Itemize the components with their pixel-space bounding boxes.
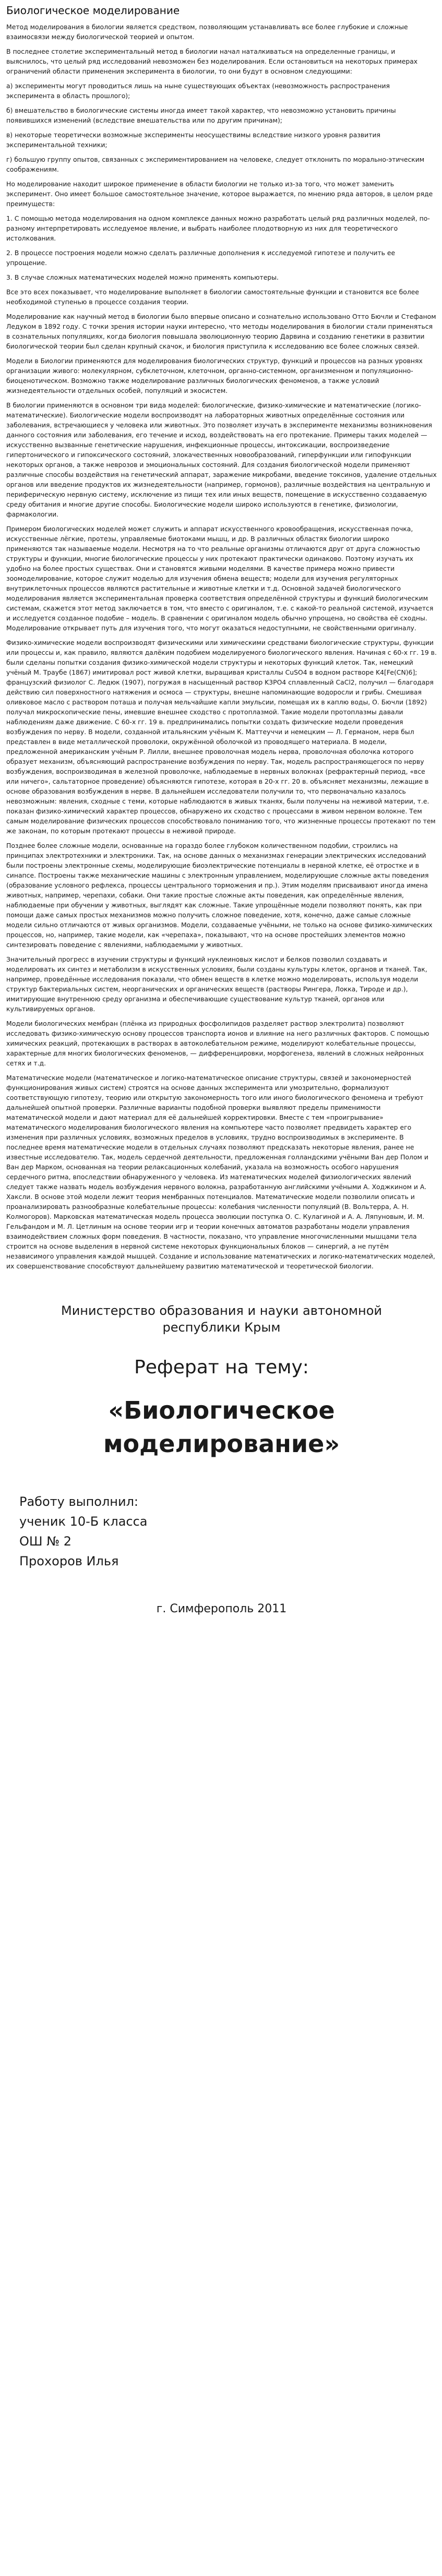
paragraph: Все это всех показывает, что моделирование выполняет в биологии самостоятельные функции и становится все более необходимой ступенью в процессе создания теории. (6, 288, 419, 306)
paragraph: Значительный прогресс в изучении структуры и функций нуклеиновых кислот и белков позволил создавать и моделировать их синтез и метаболизм в искусственных условиях, были созданы культуры клеток, органов и тканей. Так, например, проведённые исследования показали, что обмен веществ в клетке можно моделировать, используя модели структур бактериальных систем, неорганических и органических веществ (растворы Рингера, Локка, Тироде и др.), имитирующие внутреннюю среду организма и обеспечивающие существование культур тканей, органов или культивируемых органов. (6, 955, 427, 1013)
city-year: г. Симферополь 2011 (156, 1602, 287, 1615)
document-title: Биологическое моделирование (6, 4, 180, 17)
ministry-name: Министерство образования и науки автономной республики Крым (61, 1303, 382, 1335)
paragraph: б) вмешательство в биологические системы иногда имеет такой характер, что невозможно установить причины появившихся изменений (вследствие вмешательства или по другим причинам); (6, 106, 396, 124)
topic-title: «Биологическое моделирование» (103, 1396, 340, 1458)
paragraph: 2. В процессе построения модели можно сделать различные дополнения к исследуемой гипотезе и получить ее упрощение. (6, 249, 396, 267)
paragraph: В биологии применяются в основном три вида моделей: биологические, физико-химические и математические (логико-математические). Биологические модели воспроизводят на лабораторных животных определённые состояния или заболевания, встречающиеся у человека или животных. Это позволяет изучать в эксперименте механизмы возникновения данного состояния или заболевания, его течение и исход, воздействовать на его протекание. Примеры таких моделей — искусственно вызванные генетические нарушения, инфекционные процессы, интоксикации, воспроизведение гипертонического и гипоксического состояний, злокачественных новообразований, гиперфункции или гипофункции некоторых органов, а также неврозов и эмоциональных состояний. Для создания биологической модели применяют различные способы воздействия на генетический аппарат, заражение микробами, введение токсинов, удаление отдельных органов или введение продуктов их жизнедеятельности (например, гормонов), различные воздействия на центральную и периферическую нервную систему, исключение из пищи тех или иных веществ, помещение в искусственно создаваемую среду обитания и многие другие способы. Биологические модели широко используются в генетике, физиологии, фармакологии. (6, 401, 437, 518)
paragraph: Метод моделирования в биологии является средством, позволяющим устанавливать все более глубокие и сложные взаимосвязи между биологической теорией и опытом. (6, 23, 408, 41)
author-line: Работу выполнил: (19, 1494, 138, 1509)
author-block (6, 1492, 437, 1571)
paragraph: в) некоторые теоретически возможные эксперименты неосуществимы вследствие низкого уровня развития экспериментальной техники; (6, 131, 380, 149)
paragraph: г) большую группу опытов, связанных с экспериментированием на человеке, следует отклонить по морально-этическим соображениям. (6, 155, 425, 173)
author-line: ученик 10-Б класса (19, 1514, 148, 1529)
paragraph: 3. В случае сложных математических моделей можно применять компьютеры. (6, 273, 279, 281)
author-line: ОШ № 2 (19, 1534, 72, 1549)
paragraph: Модели в Биологии применяются для моделирования биологических структур, функций и процессов на разных уровнях организации живого: молекулярном, субклеточном, клеточном, органно-системном, организменном и популяционно-биоценотическом. Возможно также моделирование различных биологических феноменов, а также условий жизнедеятельности отдельных особей, популяций и экосистем. (6, 357, 423, 394)
author-line: Прохоров Илья (19, 1554, 119, 1568)
referat-label: Реферат на тему: (134, 1357, 309, 1378)
paragraph: Математические модели (математическое и логико-математическое описание структуры, связей и закономерностей функционирования живых систем) строятся на основе данных эксперимента или умозрительно, формализуют соответствующую гипотезу, теорию или открытую закономерность того или иного биологического феномена и требуют дальнейшей опытной проверки. Различные варианты подобной проверки выявляют пределы применимости математической модели и дают материал для её дальнейшей корректировки. Вместе с тем «проигрывание» математического моделирования биологического явления на компьютере часто позволяет предвидеть характер его изменения при различных условиях, возможных пределов в условиях, трудно воспроизводимых в эксперименте. В последнее время математические модели в отдельных случаях позволяют предсказать некоторые явления, ранее не известные исследователю. Так, модель сердечной деятельности, предложенная голландскими учёными Ван дер Полом и Ван дер Марком, основанная на теории релаксационных колебаний, указала на возможность особого нарушения сердечного ритма, впоследствии обнаруженного у человека. Из математических моделей физиологических явлений следует также назвать модель возбуждения нервного волокна, разработанную английскими учёными А. Ходжкином и А. Хаксли. В основе этой модели лежит теория мембранных потенциалов. Математические модели позволили описать и проанализировать разнообразные колебательные процессы: колебания численности популяций (В. Вольтерра, А. Н. Колмогоров). Марковская математическая модель процесса эволюции поступка О. С. Кулагиной и А. А. Ляпуновым, И. М. Гельфандом и М. Л. Цетлиным на основе теории игр и теории конечных автоматов разработаны модели управления взаимодействием сложных форм поведения. В частности, показано, что управление многочисленными мышцами тела строится на основе выделения в нервной системе некоторых функциональных блоков — синергий, а не путём независимого управления каждой мышцей. Создание и использование математических и логико-математических моделей, их совершенствование способствуют дальнейшему развитию математической и теоретической биологии. (6, 1074, 435, 1270)
paragraph: В последнее столетие экспериментальный метод в биологии начал наталкиваться на определенные границы, и выяснилось, что целый ряд исследований невозможен без моделирования. Если остановиться на некоторых примерах ограничений области применения эксперимента в биологии, то они будут в основном следующими: (6, 47, 418, 75)
paragraph: Моделирование как научный метод в биологии было впервые описано и сознательно использовано Отто Бючли и Стефаном Лeдуком в 1892 году. С точки зрения истории науки интересно, что методы моделирования в биологии стали применяться в сознательных популяциях, когда биология повышала эволюционную теорию Дарвина и созданию генетики в развитии биологической теории был сделан крупный скачок, и биология приступила к исследованию все более сложных связей. (6, 313, 436, 350)
title-page (6, 1302, 437, 1615)
paragraph: 1. С помощью метода моделирования на одном комплексе данных можно разработать целый ряд различных моделей, по-разному интерпретировать исследуемое явление, и выбрать наиболее плодотворную из них для теоретического истолкования. (6, 214, 430, 242)
paragraph: Позднее более сложные модели, основанные на гораздо более глубоком количественном подобии, строились на принципах электротехники и электроники. Так, на основе данных о механизмах генерации электрических исследований были построены электронные схемы, моделирующие биоэлектрические потенциалы в нервной клетке, её отростке и в синапсе. Построены также механические машины с электронным управлением, моделирующие сложные акты поведения (образование условного рефлекса, процессы центрального торможения и пр.). Этим моделям присваивают иногда имена животных, например, черепахи, собаки. Они такие простые сложные акты поведения, как определённые явления, наблюдаемые при обучении у животных, выглядят как сложные. Такие упрощённые модели позволяют понять, как при помощи даже самых простых механизмов можно получить сложное поведение, хотя, конечно, даже самые сложные модели сильно отличаются от живых организмов. Модели, создаваемые учёными, не только на основе физико-химических процессов, но, например, такие модели, как «черепаха», показывают, что на основе простейших элементов можно синтезировать поведение с явлениями, наблюдаемыми у животных. (6, 842, 433, 949)
paragraph: а) эксперименты могут проводиться лишь на ныне существующих объектах (невозможность распространения эксперимента в область прошлого); (6, 82, 390, 100)
paragraph: Примером биологических моделей может служить и аппарат искусственного кровообращения, искусственная почка, искусственные лёгкие, протезы, управляемые биотоками мышц, и др. В различных областях биологии широко применяются так называемые модели. Несмотря на то что реальные организмы отличаются друг от друга сложностью структуры и функции, многие биологические процессы у них протекают практически одинаково. Поэтому изучать их удобно на более простых существах. Они и становятся живыми моделями. В качестве примера можно привести зоомоделирование, которое служит моделью для изучения обмена веществ; модели для изучения регуляторных внутриклеточных процессов являются растительные и животные клетки и т.д. Основной задачей биологического моделирования является экспериментальная проверка соответствия определённой структуры и функций биологическим системам, скажется этот метод заключается в том, что вместо с оригиналом, т.е. с какой-то реальной системой, изучается и исследуется созданное подобие – модель. В сравнении с оригиналом модель обычно упрощена, но свойства её сходны. Моделирование открывает путь для изучения того, что могут оказаться недоступными, не свойственными оригиналу. (6, 525, 434, 632)
paragraph: Модели биологических мембран (плёнка из природных фосфолипидов разделяет раствор электролита) позволяют исследовать физико-химическую основу процессов транспорта ионов и влияние на него различных факторов. С помощью химических реакций, протекающих в растворах в автоколебательном режиме, моделируют колебательные процессы, характерные для многих биологических феноменов, — дифференцировки, морфогенеза, явлений в сложных нейронных сетях и т.д. (6, 1020, 429, 1067)
paragraph: Но моделирование находит широкое применение в области биологии не только из-за того, что может заменить эксперимент. Оно имеет большое самостоятельное значение, которое выражается, по мнению ряда авторов, в целом ряде преимуществ: (6, 180, 433, 208)
document-body (6, 22, 437, 1271)
paragraph: Физико-химические модели воспроизводят физическими или химическими средствами биологические структуры, функции или процессы и, как правило, являются далёким подобием моделируемого биологического явления. Начиная с 60-х гг. 19 в. были сделаны попытки создания физико-химической модели структуры и некоторых функций клеток. Так, немецкий учёный М. Траубе (1867) имитировал рост живой клетки, выращивая кристаллы CuSO4 в водном растворе K4[Fe(CN)6]; французский физиолог С. Ледюк (1907), погружая в насыщенный раствор K3PO4 сплавленный CaCl2, получил — благодаря действию сил поверхностного натяжения и осмоса — структуры, внешне напоминающие водоросли и грибы. Смешивая оливковое масло с раствором поташа и получая мельчайшие капли эмульсии, помещая их в каплю воды, О. Бючли (1892) получал микроскопические пены, имевшие внешнее сходство с протоплазмой. Такие модели протоплазмы давали наблюдениям даже движение. С 60-х гг. 19 в. предпринимались попытки создать физические модели проведения возбуждения по нерву. В модели, созданной итальянским учёным К. Маттеуччи и немецким — Л. Германом, нерв был представлен в виде металлической проволоки, окружённой оболочкой из проводящего материала. В модели, предложенной американским учёным Р. Лилли, внешнее проволочная модель нерва, проволочная оболочка которого образует механизм, объясняющий распространение возбуждения по нерву. Так, модель распространяющегося по нерву возбуждения, воспроизводимая в железной проволочке, наблюдаемые в нервных волокнах (рефрактерный период, «все или ничего», сальтаторное проведение) объясняются гипотезе, которая в 20-х гг. 20 в. объясняет механизмы, лежащие в основе образования возбуждения в нерве. В дальнейшем исследователи получили то, что первоначально казалось невозможным: явления, сходные с теми, которые наблюдаются в живых тканях, были получены на неживой материи, т.е. показан физико-химический характер процессов, обнаружено их сходство с процессами в живом нервном волокне. Тем самым моделирование физических процессов способствовало пониманию того, что жизненные процессы протекают по тем же законам, по которым протекают процессы в неживой природе. (6, 639, 437, 835)
